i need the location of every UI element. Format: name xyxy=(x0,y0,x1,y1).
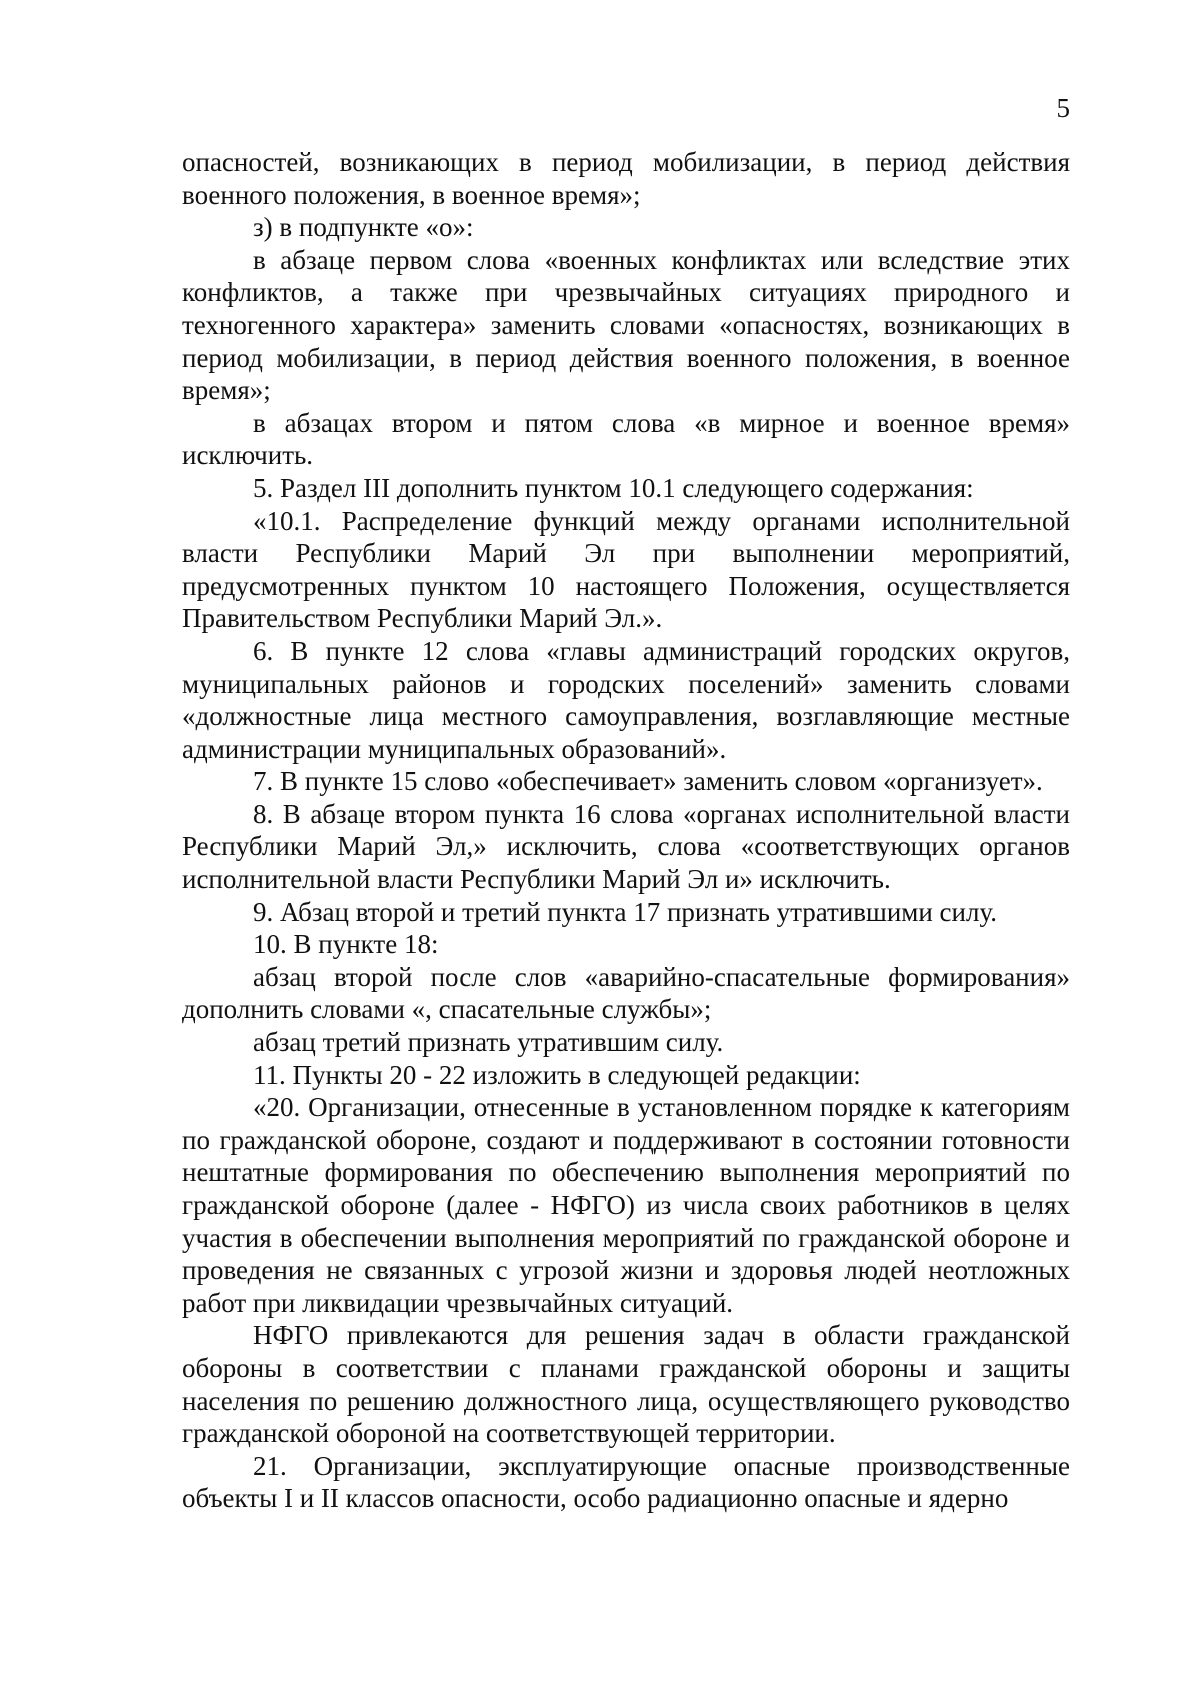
paragraph: в абзацах втором и пятом слова «в мирное и военное время» исключить. xyxy=(182,407,1070,471)
paragraph: «20. Организации, отнесенные в установленном порядке к категориям по гражданской обороне, создают и поддерживают в состоянии готовности нештатные формирования по обеспечению выполнения мероприятий по гражданской обороне (далее - НФГО) из числа своих работников в целях участия в обеспечении выполнения мероприятий по гражданской обороне и проведения не связанных с угрозой жизни и здоровья людей неотложных работ при ликвидации чрезвычайных ситуаций. xyxy=(182,1092,1070,1318)
paragraph: 7. В пункте 15 слово «обеспечивает» заменить словом «организует». xyxy=(253,766,1043,797)
paragraph: 8. В абзаце втором пункта 16 слова «органах исполнительной власти Республики Марий Эл,» исключить, слова «соответствующих органов исполнительной власти Республики Марий Эл и» исключить. xyxy=(182,798,1070,895)
paragraph: 10. В пункте 18: xyxy=(253,929,439,960)
paragraph: 11. Пункты 20 - 22 изложить в следующей редакции: xyxy=(253,1059,861,1090)
paragraph: опасностей, возникающих в период мобилизации, в период действия военного положения, в военное время»; xyxy=(182,147,1070,210)
paragraph: НФГО привлекаются для решения задач в области гражданской обороны в соответствии с планами гражданской обороны и защиты населения по решению должностного лица, осуществляющего руководство гражданской обороной на соответствующей территории. xyxy=(182,1320,1070,1449)
paragraph: абзац второй после слов «аварийно-спасательные формирования» дополнить словами «, спасательные службы»; xyxy=(182,961,1070,1025)
page-number: 5 xyxy=(1056,93,1070,123)
document-body xyxy=(182,146,1070,1515)
paragraph: абзац третий признать утратившим силу. xyxy=(253,1027,724,1058)
paragraph: з) в подпункте «о»: xyxy=(253,212,474,243)
paragraph: «10.1. Распределение функций между органами исполнительной власти Республики Марий Эл при выполнении мероприятий, предусмотренных пунктом 10 настоящего Положения, осуществляется Правительством Республики Марий Эл.». xyxy=(182,505,1070,634)
paragraph: 5. Раздел III дополнить пунктом 10.1 следующего содержания: xyxy=(253,472,974,503)
paragraph: 9. Абзац второй и третий пункта 17 признать утратившими силу. xyxy=(253,896,998,927)
paragraph: в абзаце первом слова «военных конфликтах или вследствие этих конфликтов, а также при чрезвычайных ситуациях природного и техногенного характера» заменить словами «опасностях, возникающих в период мобилизации, в период действия военного положения, в военное время»; xyxy=(182,244,1070,406)
paragraph: 6. В пункте 12 слова «главы администраций городских округов, муниципальных районов и городских поселений» заменить словами «должностные лица местного самоуправления, возглавляющие местные администрации муниципальных образований». xyxy=(182,635,1070,764)
paragraph: 21. Организации, эксплуатирующие опасные производственные объекты I и II классов опасности, особо радиационно опасные и ядерно xyxy=(182,1450,1070,1514)
